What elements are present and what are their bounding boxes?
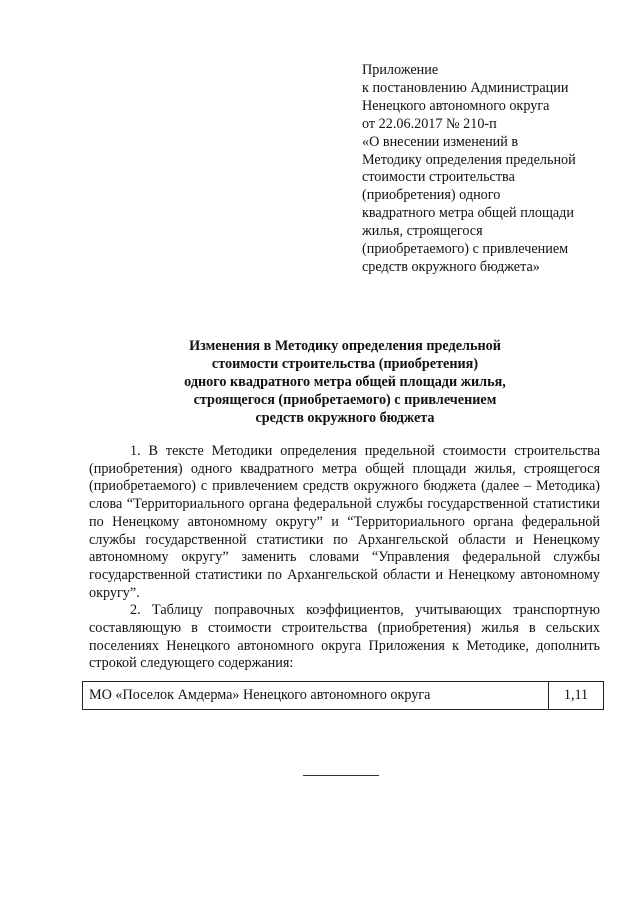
paragraph-1: 1. В тексте Методики определения предельной стоимости строительства (приобретения) одного квадратного метра общей площади жилья, строящегося (приобретаемого) с привлечением средств окружного бюджета (далее – Методика) слова “Территориального органа федеральной службы государственной статистики по Ненецкому автономному округу” и “Территориального органа федеральной службы государственной статистики по Архангельской области и Ненецкому автономному округу” заменить словами “Управления федеральной службы государственной статистики по Архангельской области и Ненецкому автономному округу”. xyxy=(89,443,600,601)
appendix-line: от 22.06.2017 № 210-п xyxy=(362,115,497,132)
appendix-line: жилья, строящегося xyxy=(362,223,483,240)
appendix-line: (приобретения) одного xyxy=(362,187,501,204)
appendix-line: (приобретаемого) с привлечением xyxy=(362,241,569,258)
document-title xyxy=(90,337,600,427)
appendix-line: к постановлению Администрации xyxy=(362,79,569,96)
title-line: строящегося (приобретаемого) с привлечением xyxy=(193,392,497,408)
appendix-line: Ненецкого автономного округа xyxy=(362,97,550,114)
title-line: одного квадратного метра общей площади жилья, xyxy=(184,374,506,390)
document-body xyxy=(89,443,600,673)
title-line: Изменения в Методику определения предельной xyxy=(189,338,501,354)
appendix-line: «О внесении изменений в xyxy=(362,133,519,150)
appendix-line: средств окружного бюджета» xyxy=(362,258,540,275)
appendix-line: стоимости строительства xyxy=(362,169,515,186)
table-cell-name: МО «Поселок Амдерма» Ненецкого автономного округа xyxy=(83,682,549,709)
appendix-line: Приложение xyxy=(362,62,439,78)
title-line: средств окружного бюджета xyxy=(255,410,435,426)
table-cell-value: 1,11 xyxy=(563,687,589,703)
appendix-line: квадратного метра общей площади xyxy=(362,205,574,222)
title-line: стоимости строительства (приобретения) xyxy=(211,356,479,372)
appendix-line: Методику определения предельной xyxy=(362,151,576,168)
paragraph-2: 2. Таблицу поправочных коэффициентов, учитывающих транспортную составляющую в стоимости строительства (приобретения) жилья в сельских поселениях Ненецкого автономного округа Приложения к Методике, дополнить строкой следующего содержания: xyxy=(89,602,600,672)
appendix-block xyxy=(362,62,612,277)
closing-divider xyxy=(303,775,379,776)
coefficient-table-row xyxy=(82,681,604,710)
